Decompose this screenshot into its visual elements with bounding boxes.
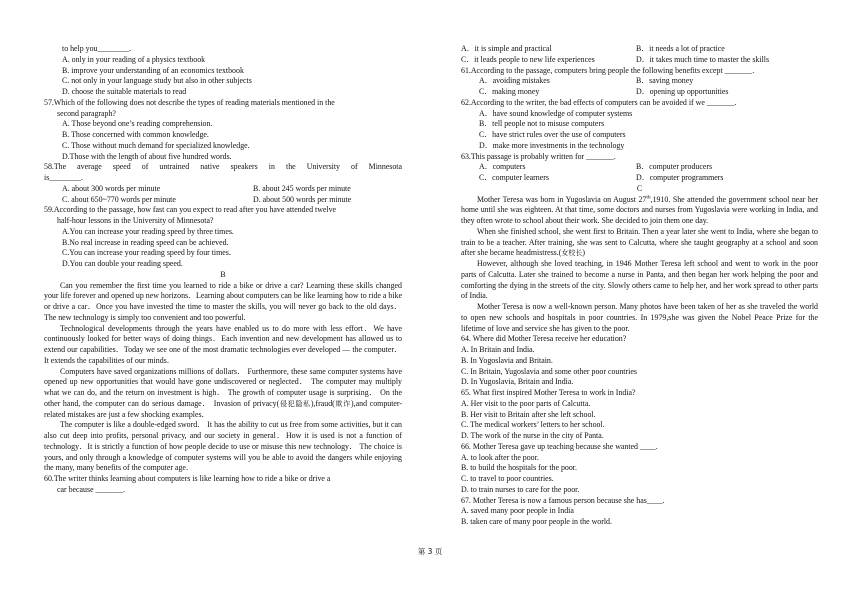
text-line: to help you________. [62, 44, 132, 53]
right-column [461, 44, 818, 528]
option-57a: A. Those beyond one’s reading comprehension. [62, 119, 213, 129]
passage-c-para4: Mother Teresa is now a well-known person. Many photos have been taken of her as she traveled the world to open new schools and hospitals in poor countries. In 1979,she was given the Nobel Peace Prize for the lifetime of love and service she has given to the poor. [461, 302, 818, 333]
option-59d: D.You can double your reading speed. [62, 259, 183, 268]
passage-b [44, 281, 402, 475]
question-58-cont: is________. [44, 173, 83, 182]
option-60a: A．it is simple and practical [461, 44, 552, 53]
option-59a: A.You can increase your reading speed by three times. [62, 226, 234, 236]
option-62c: C．have strict rules over the use of computers [479, 130, 626, 139]
option-56d: D. choose the suitable materials to read [62, 87, 187, 96]
option-56b: B. improve your understanding of an economics textbook [62, 65, 244, 75]
option-61c: C．making money [479, 87, 540, 96]
page-number: 第 3 页 [417, 547, 443, 556]
text-segment: Mother Teresa was born in Yugoslavia on August 27 [477, 194, 647, 204]
option-60c: C．it leads people to new life experiences [461, 54, 595, 64]
question-57-cont: second paragraph? [57, 108, 116, 118]
option-59c: C.You can increase your reading speed by four times. [62, 248, 231, 258]
question-59-cont: half-hour lessons in the University of Minnesota? [57, 216, 214, 225]
options-63-row1 [461, 162, 818, 173]
chinese-gloss: 侵犯隐私 [279, 399, 311, 408]
question-60-cont: car because _______. [57, 484, 126, 494]
passage-b-para1: Can you remember the first time you learned to ride a bike or drive a car? Learning these skills changed your life forever and opened up new horizons．Learning about computers can be like learning how to ride a bike or drive a car．Once you have invested the time to master the skills, you will never go back to the old days．The new technology is simply too convenient and too powerful. [44, 280, 402, 322]
passage-c-para1 [461, 195, 818, 227]
option-65c: C. The medical workers’ letters to her school. [461, 420, 605, 430]
option-65a: A. Her visit to the poor parts of Calcutta. [461, 398, 591, 408]
question-66: 66. Mother Teresa gave up teaching because she wanted ____. [461, 441, 658, 451]
option-63d: D．computer programmers [636, 173, 724, 182]
option-62d: D．make more investments in the technology [479, 140, 625, 150]
options-61-row1 [461, 76, 818, 87]
question-61: 61.According to the passage, computers bring people the following benefits except _______. [461, 65, 755, 75]
superscript: th [646, 193, 651, 200]
option-58c: C. about 650~770 words per minute [62, 194, 176, 204]
question-62: 62.According to the writer, the bad effects of computers can be avoided if we _______. [461, 97, 737, 107]
option-56c: C. not only in your language study but also in other subjects [62, 76, 252, 86]
option-57b: B. Those concerned with common knowledge. [62, 130, 209, 139]
options-60-row1 [461, 44, 818, 55]
option-56a: A. only in your reading of a physics textbook [62, 54, 206, 64]
option-57d: D.Those with the length of about five hundred words. [62, 151, 232, 161]
option-58a: A. about 300 words per minute [62, 183, 161, 193]
option-58d: D. about 500 words per minute [253, 194, 352, 204]
passage-b-para2: Technological developments through the years have enabled us to do more with less effort．We have continuously looked for better ways of doing things．Each invention and new development has allowed us to extend our capabilities．Today we see one of the most dramatic technologies ever developed — the computer． It extends the capabilities of our minds． [44, 323, 402, 365]
option-66a: A. to look after the poor. [461, 452, 539, 462]
passage-b-para4: The computer is like a double-edged sword． It has the ability to cut us free from some activities, but it can also cut deep into profits, personal privacy, and our society in general．How it is used is not a function of technology．It is strictly a function of how people decide to use or misuse this new technology． The choice is yours, and only through a knowledge of computer systems will you be able to avoid the dangers while enjoying the many, many benefits of the computer age． [44, 420, 402, 473]
option-62b: B．tell people not to misuse computers [479, 119, 605, 129]
question-60: 60.The writer thinks learning about computers is like learning how to ride a bike or drive a [44, 474, 331, 483]
options-63-row2 [461, 173, 818, 184]
option-62a: A．have sound knowledge of computer systems [479, 108, 633, 118]
option-63a: A．computers [479, 162, 526, 172]
question-67: 67. Mother Teresa is now a famous person because she has____. [461, 495, 665, 505]
option-59b: B.No real increase in reading speed can be achieved. [62, 237, 229, 247]
options-61-row2 [461, 87, 818, 98]
option-57c: C. Those without much demand for specialized knowledge. [62, 140, 250, 150]
passage-c [461, 195, 818, 335]
chinese-gloss: 欺诈 [334, 399, 352, 408]
option-67a: A. saved many poor people in India [461, 506, 574, 516]
option-67b: B. taken care of many poor people in the world. [461, 517, 612, 526]
passage-c-para2 [461, 227, 818, 259]
option-64b: B. In Yogoslavia and Britain. [461, 355, 553, 365]
question-63: 63.This passage is probably written for _______. [461, 151, 616, 161]
options-58-row1 [44, 184, 402, 195]
chinese-gloss: 女校长 [561, 249, 583, 258]
option-64d: D. In Yugoslavia, Britain and India. [461, 377, 574, 387]
text-segment: ),fraud( [310, 398, 335, 408]
question-59: 59.According to the passage, how fast can you expect to read after you have attended twelve [44, 205, 337, 215]
question-65: 65. What first inspired Mother Teresa to work in India? [461, 388, 636, 397]
section-heading-c: C [636, 183, 643, 193]
option-66d: D. to train nurses to care for the poor. [461, 484, 580, 494]
option-65d: D. The work of the nurse in the city of Panta. [461, 431, 604, 440]
options-60-row2 [461, 55, 818, 66]
text-segment: ),and computer-related mistakes are just a few shocking examples． [44, 398, 403, 419]
option-63b: B．computer producers [636, 162, 713, 172]
text-segment: ) [582, 248, 585, 258]
option-66b: B. to build the hospitals for the poor. [461, 463, 577, 473]
question-57: 57.Which of the following does not describe the types of reading materials mentioned in the [44, 97, 335, 107]
option-61d: D．opening up opportunities [636, 87, 729, 96]
passage-b-para3 [44, 367, 402, 421]
option-64c: C. In Britain, Yugoslavia and some other poor countries [461, 366, 637, 376]
option-66c: C. to travel to poor countries. [461, 474, 554, 483]
left-column [44, 44, 402, 496]
question-64: 64. Where did Mother Teresa receive her education? [461, 334, 627, 344]
option-60b: B．it needs a lot of practice [636, 44, 725, 53]
text-segment: Computers have saved organizations millions of dollars． Furthermore, these same computer systems have opened up new opportunities that would have gone undiscovered or neglected． The computer may multiply what we can do, and the return on investment is high． The growth of computer usage is surprising． On the other hand, the computer can do serious damage． Invasion of privacy( [44, 366, 402, 408]
options-58-row2 [44, 195, 402, 206]
option-61a: A．avoiding mistakes [479, 76, 550, 86]
option-63c: C．computer learners [479, 173, 549, 182]
section-heading-b: B [220, 269, 226, 279]
option-60d: D．it takes much time to master the skills [636, 54, 770, 64]
option-65b: B. Her visit to Britain after she left school. [461, 409, 596, 419]
text-segment: ,1910. She attended the government school near her home until she was eighteen. At that time, some doctors and nurses from Yugoslavia were working in India, and they often wrote to school about their work. She decided to join them one day. [461, 194, 818, 225]
option-58b: B. about 245 words per minute [253, 183, 351, 193]
question-58: 58.The average speed of untrained native speakers in the University of Minnesota [44, 162, 402, 172]
option-64a: A. In Britain and India. [461, 345, 535, 354]
text-segment: When she finished school, she went first to Britain. Then a year later she went to India, where she began to train to be a teacher. After training, she was sent to Calcutta, where she taught geography at a school and soon after she became headmistress.( [461, 226, 818, 258]
option-61b: B．saving money [636, 76, 694, 86]
passage-c-para3: However, although she loved teaching, in 1946 Mother Teresa left school and went to work in the poor parts of Calcutta. Later she trained to become a nurse in Panta, and then began her work helping the poor and comforting the dying in the streets of the city. Slowly others came to help her, and her work spread to other parts of India. [461, 259, 818, 301]
